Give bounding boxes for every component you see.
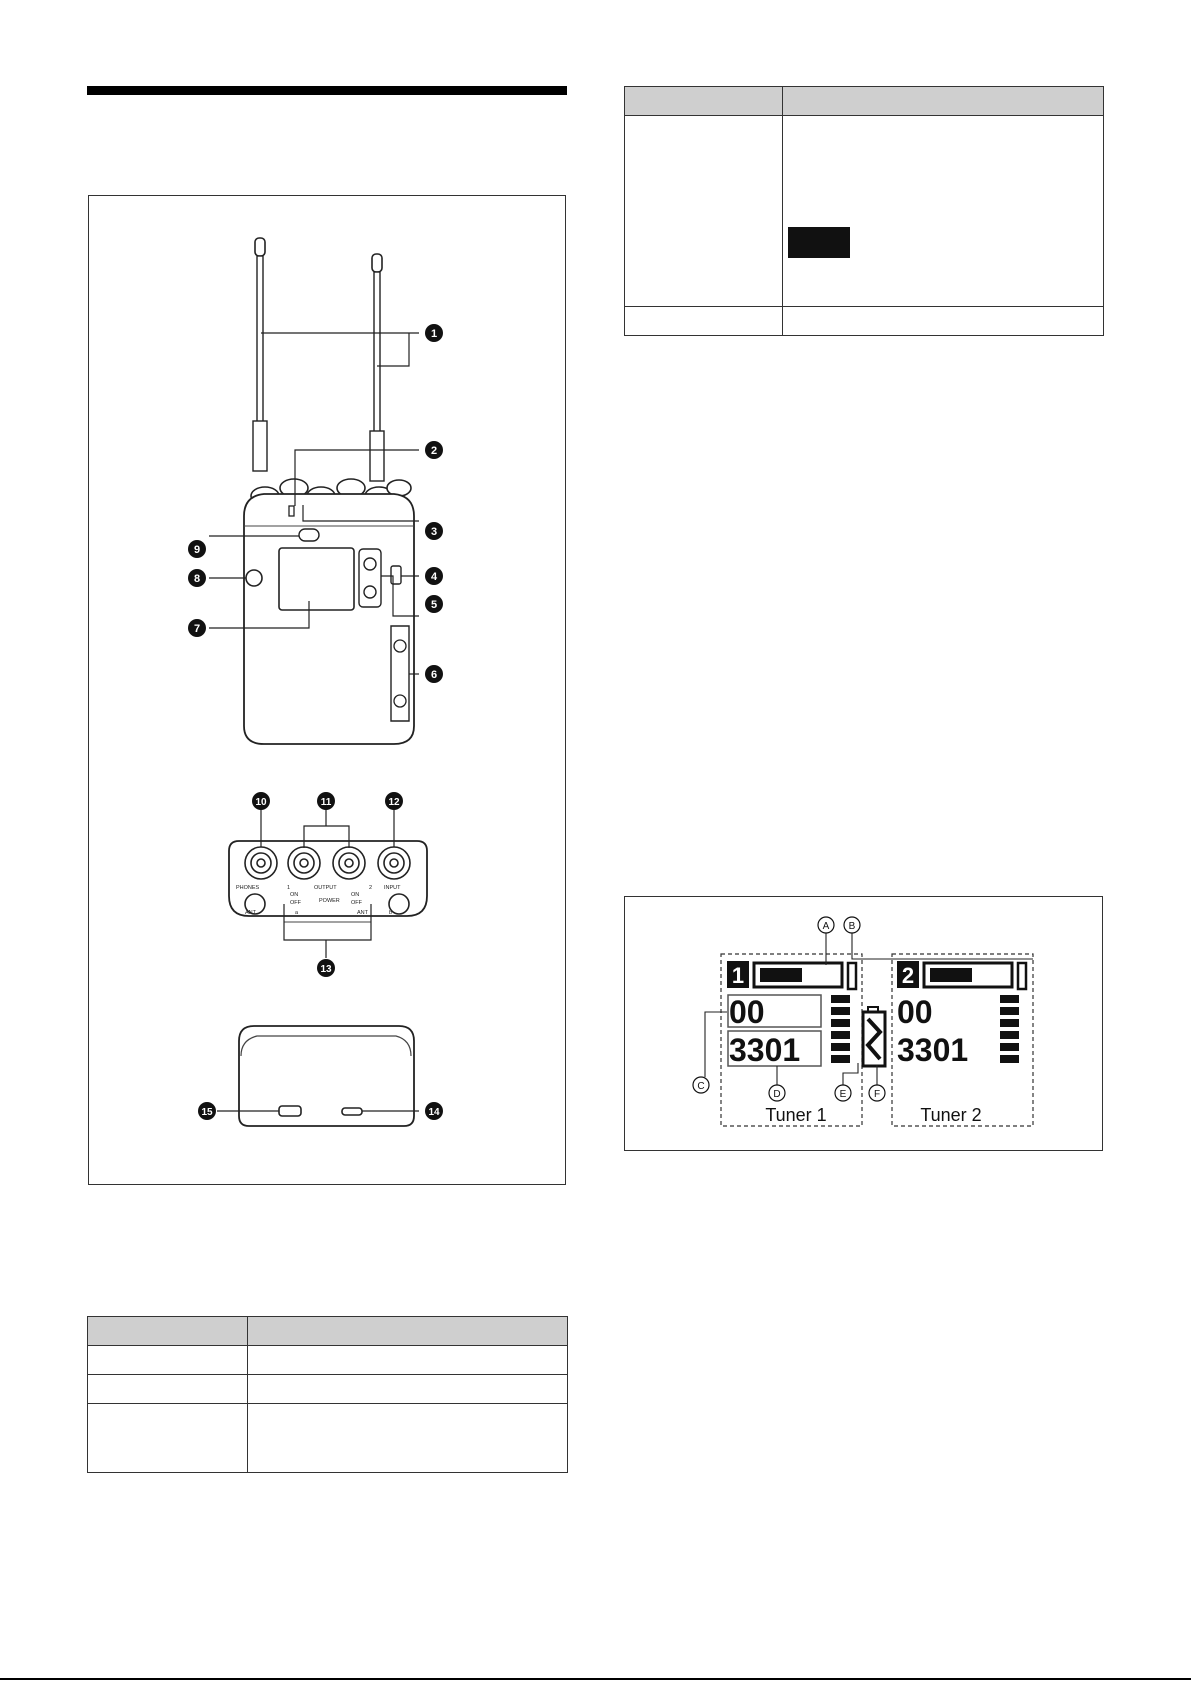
callout-F: F [873, 1089, 881, 1100]
lcd-diagram-frame [624, 896, 1103, 1151]
table-row [88, 1375, 568, 1404]
callout-6: 6 [430, 669, 438, 681]
table-row [625, 116, 1104, 307]
callout-B: B [848, 921, 856, 932]
table-header-row [625, 87, 1104, 116]
callout-1: 1 [430, 328, 438, 340]
callout-A: A [822, 921, 830, 932]
svg-text:b: b [389, 910, 393, 916]
svg-text:OFF: OFF [351, 900, 362, 906]
callout-5: 5 [430, 599, 438, 611]
callout-2: 2 [430, 445, 438, 457]
table-header-row [88, 1317, 568, 1346]
label-power: POWER [319, 898, 340, 904]
bottom-view [198, 1026, 443, 1126]
callout-15: 15 [201, 1107, 213, 1118]
callout-12: 12 [388, 797, 400, 808]
callout-10: 10 [255, 797, 267, 808]
table-row [88, 1404, 568, 1473]
tuner1-group: 00 [729, 994, 765, 1030]
tuner1-channel: 1 [731, 963, 745, 988]
tuner1-af-bar [848, 963, 856, 989]
table-row [625, 307, 1104, 336]
callout-8: 8 [193, 573, 201, 585]
top-panel-view [229, 792, 427, 977]
callout-7: 7 [193, 623, 201, 635]
table-row [88, 1346, 568, 1375]
callout-E: E [839, 1089, 847, 1100]
tuner2-level-meter [1000, 995, 1019, 1063]
note-label-box [788, 227, 850, 258]
battery-icon [863, 1007, 885, 1066]
svg-text:a: a [295, 910, 299, 916]
spec-table-right [624, 86, 1104, 336]
antenna-left [253, 238, 267, 471]
svg-text:2: 2 [369, 885, 373, 891]
tuner2-group: 00 [897, 994, 933, 1030]
receiver-body [244, 494, 414, 744]
svg-text:ANT: ANT [245, 910, 256, 916]
tuner2-freq: 3301 [897, 1032, 969, 1068]
tuner2-channel: 2 [901, 963, 915, 988]
section-rule [87, 86, 567, 95]
device-illustration [89, 196, 567, 1186]
svg-text:ON: ON [290, 892, 299, 898]
tuner1-level-meter [831, 995, 850, 1063]
tuner2-af-bar [1018, 963, 1026, 989]
tuner2-label: Tuner 2 [920, 1105, 982, 1125]
label-phones: PHONES [236, 885, 260, 891]
callout-9: 9 [193, 544, 201, 556]
display-window [279, 548, 354, 610]
callout-14: 14 [428, 1107, 440, 1118]
svg-text:1: 1 [287, 885, 291, 891]
label-input: INPUT [384, 885, 401, 891]
svg-text:ON: ON [351, 892, 360, 898]
callout-3: 3 [430, 526, 438, 538]
svg-text:OFF: OFF [290, 900, 301, 906]
callout-D: D [773, 1089, 781, 1100]
lcd-diagram [625, 897, 1104, 1152]
callout-11: 11 [320, 797, 332, 808]
spec-table-left [87, 1316, 568, 1473]
antenna-right [370, 254, 384, 481]
svg-text:ANT: ANT [357, 910, 368, 916]
tuner1-freq: 3301 [729, 1032, 801, 1068]
callout-13: 13 [320, 964, 332, 975]
device-illustration-frame [88, 195, 566, 1185]
label-output: OUTPUT [314, 885, 337, 891]
page-bottom-rule [0, 1678, 1191, 1680]
tuner1-label: Tuner 1 [765, 1105, 827, 1125]
callout-4: 4 [430, 571, 438, 583]
callout-C: C [697, 1081, 705, 1092]
